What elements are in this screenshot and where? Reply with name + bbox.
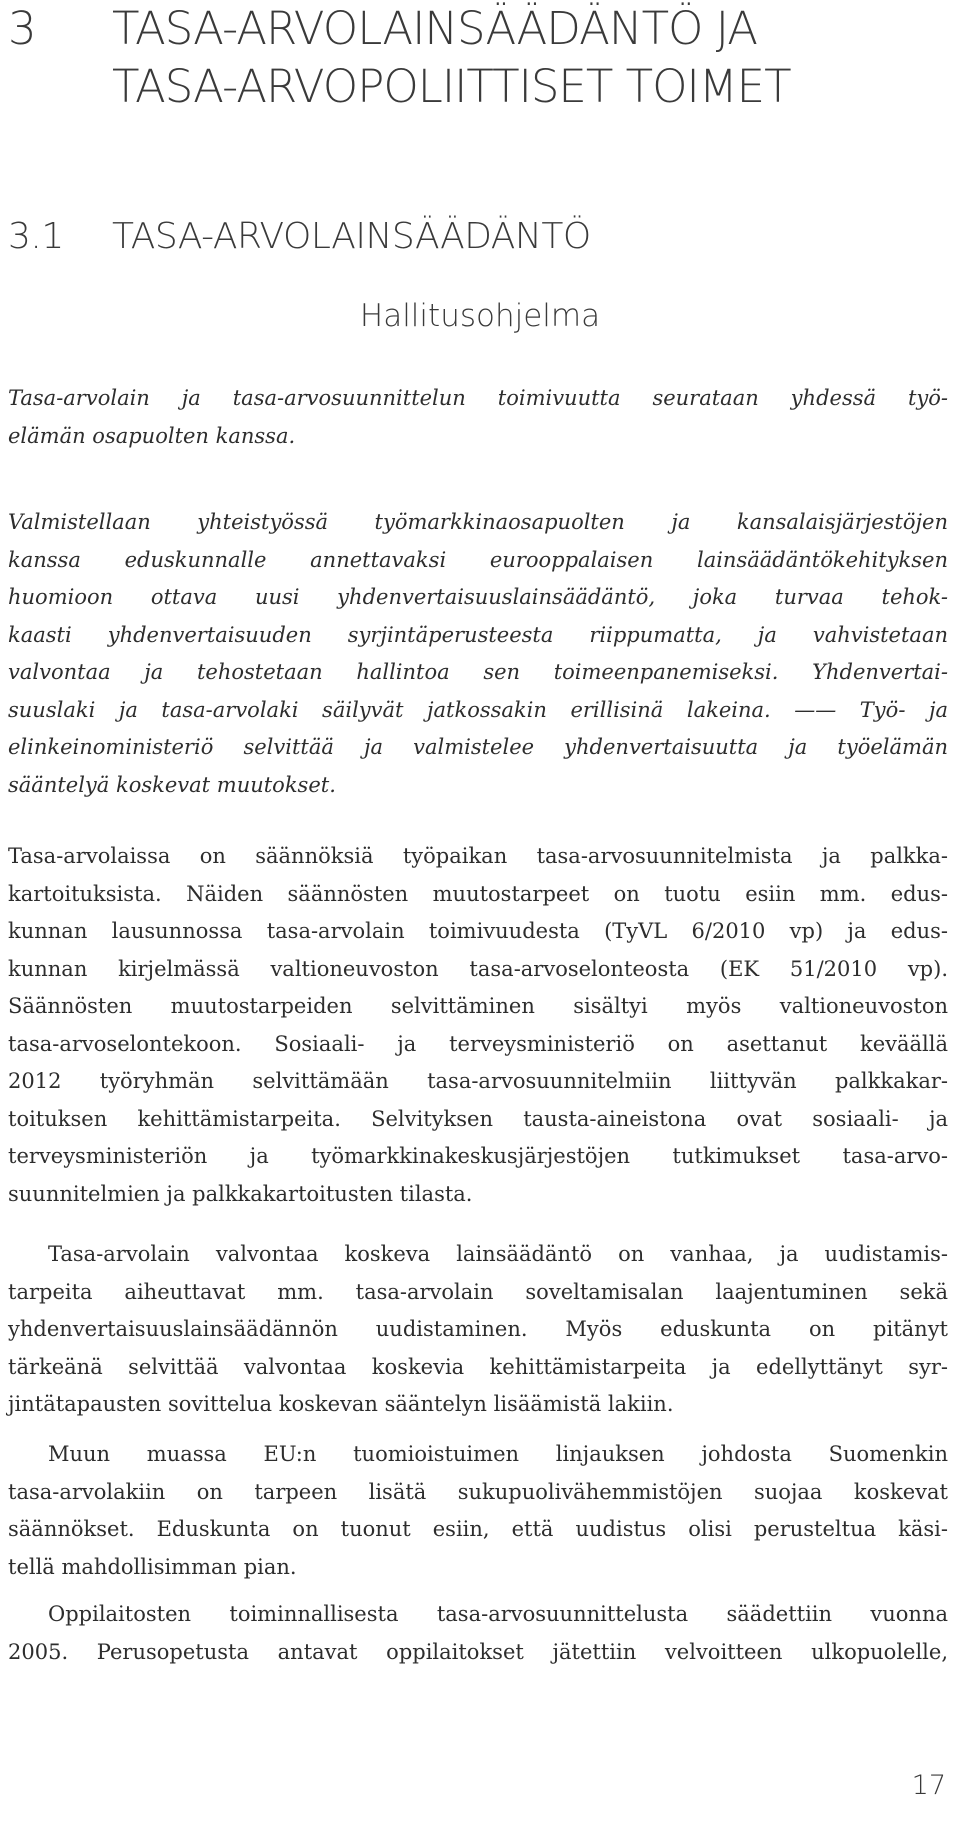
text-line: toituksen kehittämistarpeita. Selvityksen tausta-aineistona ovat sosiaali- ja (8, 1106, 948, 1131)
text-line: Valmistellaan yhteistyössä työmarkkinaosapuolten ja kansalaisjärjestöjen (8, 510, 948, 534)
text-line: suuslaki ja tasa-arvolaki säilyvät jatkossakin erillisinä lakeina. —— Työ- ja (8, 697, 948, 722)
text-line: Tasa-arvolaissa on säännöksiä työpaikan tasa-arvosuunnitelmista ja palkka- (8, 844, 948, 868)
text-line: terveysministeriön ja työmarkkinakeskusjärjestöjen tutkimukset tasa-arvo- (8, 1144, 948, 1168)
chapter-title-line: TASA-ARVOPOLIITTISET TOIMET (112, 60, 791, 113)
text-line: Muun muassa EU:n tuomioistuimen linjauksen johdosta Suomenkin (48, 1442, 948, 1466)
text-line: jintätapausten sovittelua koskevan sääntelyn lisäämistä lakiin. (8, 1392, 674, 1416)
body-paragraph (8, 1236, 948, 1424)
body-paragraph (8, 1596, 948, 1671)
text-line: säännökset. Eduskunta on tuonut esiin, että uudistus olisi perusteltua käsi- (8, 1517, 948, 1541)
text-line: tellä mahdollisimman pian. (8, 1554, 297, 1579)
text-line: 2012 työryhmän selvittämään tasa-arvosuunnitelmiin liittyvän palkkakar- (8, 1069, 948, 1093)
text-line: tasa-arvoselontekoon. Sosiaali- ja terveysministeriö on asettanut keväällä (8, 1031, 948, 1056)
body-paragraph (8, 1436, 948, 1586)
text-line: tarpeita aiheuttavat mm. tasa-arvolain soveltamisalan laajentuminen sekä (8, 1279, 948, 1304)
text-line: Säännösten muutostarpeiden selvittäminen sisältyi myös valtioneuvoston (8, 994, 948, 1018)
quote-paragraph (8, 380, 948, 455)
page-number: 17 (911, 1770, 946, 1801)
text-line: yhdenvertaisuuslainsäädännön uudistaminen. Myös eduskunta on pitänyt (8, 1317, 948, 1341)
text-line: suunnitelmien ja palkkakartoitusten tilasta. (8, 1181, 473, 1206)
text-line: Tasa-arvolain ja tasa-arvosuunnittelun toimivuutta seurataan yhdessä työ- (8, 386, 948, 410)
section-title: TASA-ARVOLAINSÄÄDÄNTÖ (112, 216, 591, 257)
text-line: sääntelyä koskevat muutokset. (8, 772, 336, 797)
text-line: kunnan lausunnossa tasa-arvolain toimivuudesta (TyVL 6/2010 vp) ja edus- (8, 919, 948, 943)
text-line: Tasa-arvolain valvontaa koskeva lainsäädäntö on vanhaa, ja uudistamis- (48, 1242, 948, 1266)
chapter-title (112, 0, 791, 116)
text-line: huomioon ottava uusi yhdenvertaisuuslainsäädäntö, joka turvaa tehok- (8, 585, 948, 609)
text-line: 2005. Perusopetusta antavat oppilaitokset jätettiin velvoitteen ulkopuolelle, (8, 1639, 948, 1664)
text-line: valvontaa ja tehostetaan hallintoa sen toimeenpanemiseksi. Yhdenvertai- (8, 660, 948, 684)
quote-paragraph (8, 504, 948, 804)
chapter-title-line: TASA-ARVOLAINSÄÄDÄNTÖ JA (112, 2, 758, 55)
chapter-number: 3 (8, 2, 36, 55)
text-line: kunnan kirjelmässä valtioneuvoston tasa-arvoselonteosta (EK 51/2010 vp). (8, 956, 948, 981)
text-line: elinkeinoministeriö selvittää ja valmistelee yhdenvertaisuutta ja työelämän (8, 735, 948, 759)
text-line: elämän osapuolten kanssa. (8, 423, 296, 448)
text-line: kanssa eduskunnalle annettavaksi eurooppalaisen lainsäädäntökehityksen (8, 547, 948, 572)
text-line: kaasti yhdenvertaisuuden syrjintäperusteesta riippumatta, ja vahvistetaan (8, 622, 948, 647)
text-line: tasa-arvolakiin on tarpeen lisätä sukupuolivähemmistöjen suojaa koskevat (8, 1479, 948, 1504)
body-paragraph (8, 838, 948, 1213)
section-number: 3.1 (8, 216, 64, 257)
subsection-title: Hallitusohjelma (359, 298, 601, 334)
text-line: kartoituksista. Näiden säännösten muutostarpeet on tuotu esiin mm. edus- (8, 881, 948, 906)
text-line: tärkeänä selvittää valvontaa koskevia kehittämistarpeita ja edellyttänyt syr- (8, 1354, 948, 1379)
text-line: Oppilaitosten toiminnallisesta tasa-arvosuunnittelusta säädettiin vuonna (48, 1602, 948, 1626)
